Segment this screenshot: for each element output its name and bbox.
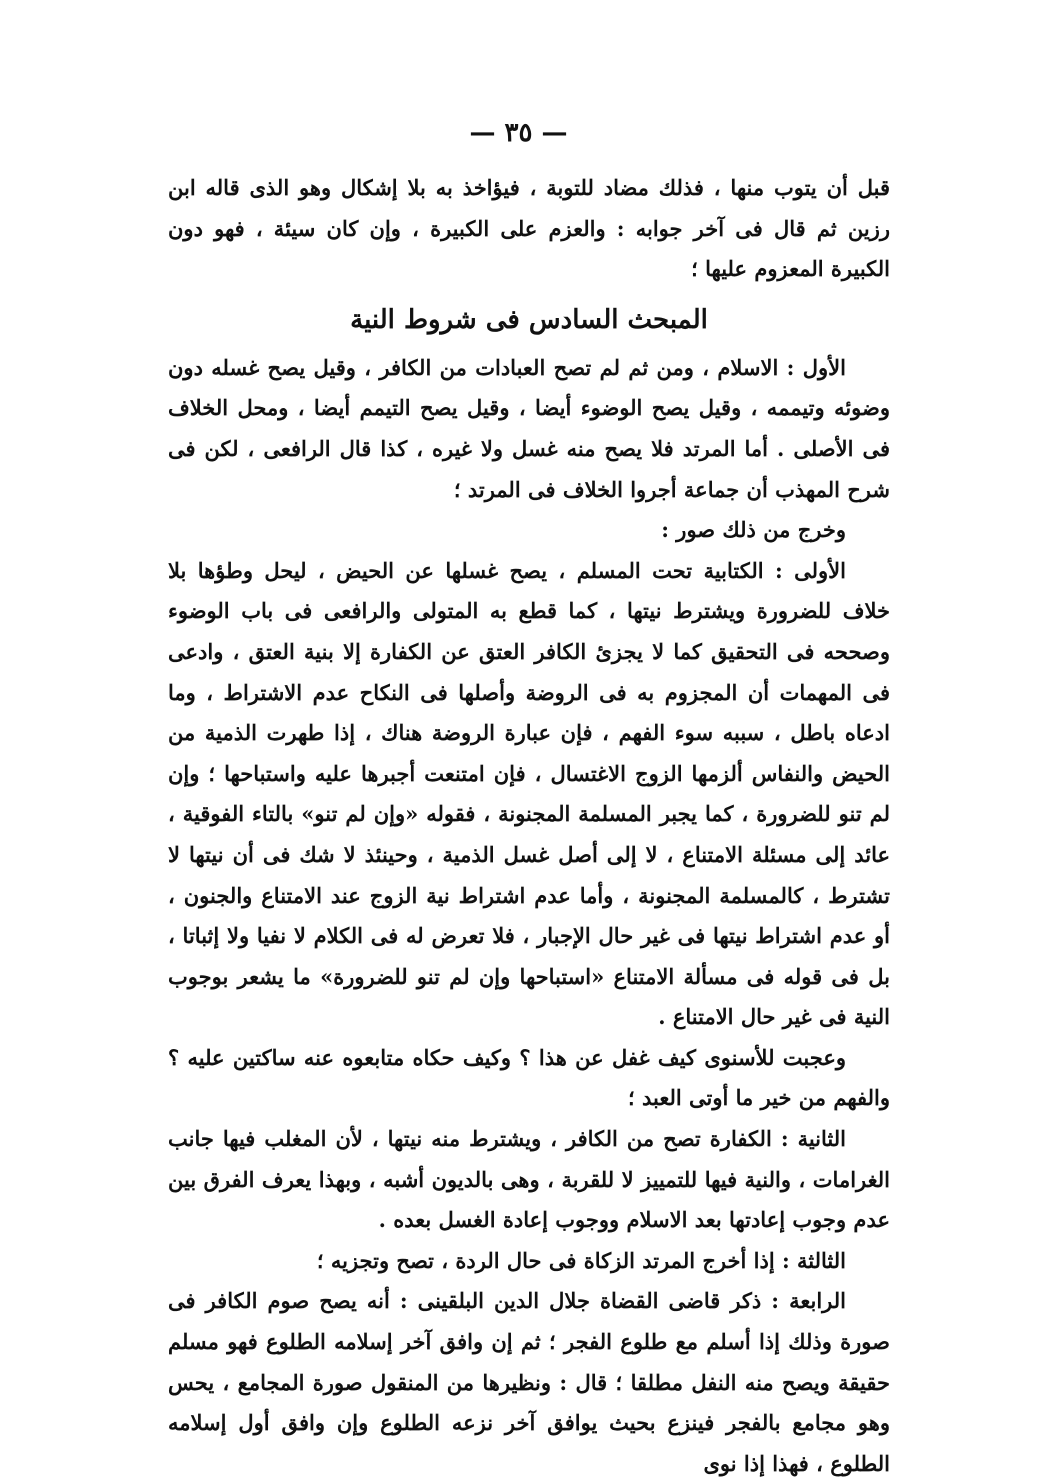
- section-title: المبحث السادس فى شروط النية: [350, 304, 708, 335]
- paragraph-first-condition: الأول : الاسلام ، ومن ثم لم تصح العبادات من الكافر ، وقيل يصح غسله دون وضوئه وتيممه ، وقيل يصح الوضوء أيضا ، وقيل يصح التيمم أيضا ، ومحل الخلاف فى الأصلى . أما المرتد فلا يصح منه غسل ولا غيره ، كذا قال الرافعى ، لكن فى شرح المهذب أن جماعة أجروا الخلاف فى المرتد ؛: [168, 354, 890, 502]
- paragraph-exceptions-intro: وخرج من ذلك صور :: [661, 517, 846, 543]
- paragraph-third-case: الثالثة : إذا أخرج المرتد الزكاة فى حال الردة ، تصح وتجزيه ؛: [316, 1247, 846, 1273]
- page-body: [168, 168, 890, 1484]
- page-number: — ٣٥ —: [469, 118, 568, 148]
- paragraph-second-case: الثانية : الكفارة تصح من الكافر ، ويشترط منه نيتها ، لأن المغلب فيها جانب الغرامات ، والنية فيها للتمييز لا للقربة ، وهى بالديون أشبه ، وبهذا يعرف الفرق بين عدم وجوب إعادتها بعد الاسلام ووجوب إعادة الغسل بعده .: [168, 1126, 890, 1233]
- paragraph-remark: وعجبت للأسنوى كيف غفل عن هذا ؟ وكيف حكاه متابعوه عنه ساكتين عليه ؟ والفهم من خير ما أوتى العبد ؛: [168, 1044, 890, 1111]
- paragraph-fourth-case: الرابعة : ذكر قاضى القضاة جلال الدين البلقينى : أنه يصح صوم الكافر فى صورة وذلك إذا أسلم مع طلوع الفجر ؛ ثم إن وافق آخر إسلامه الطلوع فهو مسلم حقيقة ويصح منه النفل مطلقا ؛ قال : ونظيرها من المنقول صورة المجامع ، يحس وهو مجامع بالفجر فينزع بحيث يوافق آخر نزعه الطلوع وإن وافق أول إسلامه الطلوع ، فهذا إذا نوى: [168, 1288, 890, 1476]
- paragraph-first-case: الأولى : الكتابية تحت المسلم ، يصح غسلها عن الحيض ، ليحل وطؤها بلا خلاف للضرورة ويشترط نيتها ، كما قطع به المتولى والرافعى فى باب الوضوء وصححه فى التحقيق كما لا يجزئ الكافر العتق عن الكفارة إلا بنية العتق ، وادعى فى المهمات أن المجزوم به فى الروضة وأصلها فى النكاح عدم الاشتراط ، وما ادعاه باطل ، سببه سوء الفهم ، فإن عبارة الروضة هناك ، إذا طهرت الذمية من الحيض والنفاس ألزمها الزوج الاغتسال ، فإن امتنعت أجبرها عليه واستباحها ؛ وإن لم تنو للضرورة ، كما يجبر المسلمة المجنونة ، فقوله «وإن لم تنو» بالتاء الفوقية ، عائد إلى مسئلة الامتناع ، لا إلى أصل غسل الذمية ، وحينئذ لا شك فى أن نيتها لا تشترط ، كالمسلمة المجنونة ، وأما عدم اشتراط نية الزوج عند الامتناع والجنون ، أو عدم اشتراط نيتها فى غير حال الإجبار ، فلا تعرض له فى الكلام لا نفيا ولا إثباتا ، بل فى قوله فى مسألة الامتناع «استباحها وإن لم تنو للضرورة» ما يشعر بوجوب النية فى غير حال الامتناع .: [168, 557, 890, 1030]
- paragraph-continuation: قبل أن يتوب منها ، فذلك مضاد للتوبة ، فيؤاخذ به بلا إشكال وهو الذى قاله ابن رزين ثم قال فى آخر جوابه : والعزم على الكبيرة ، وإن كان سيئة ، فهو دون الكبيرة المعزوم عليها ؛: [168, 175, 890, 282]
